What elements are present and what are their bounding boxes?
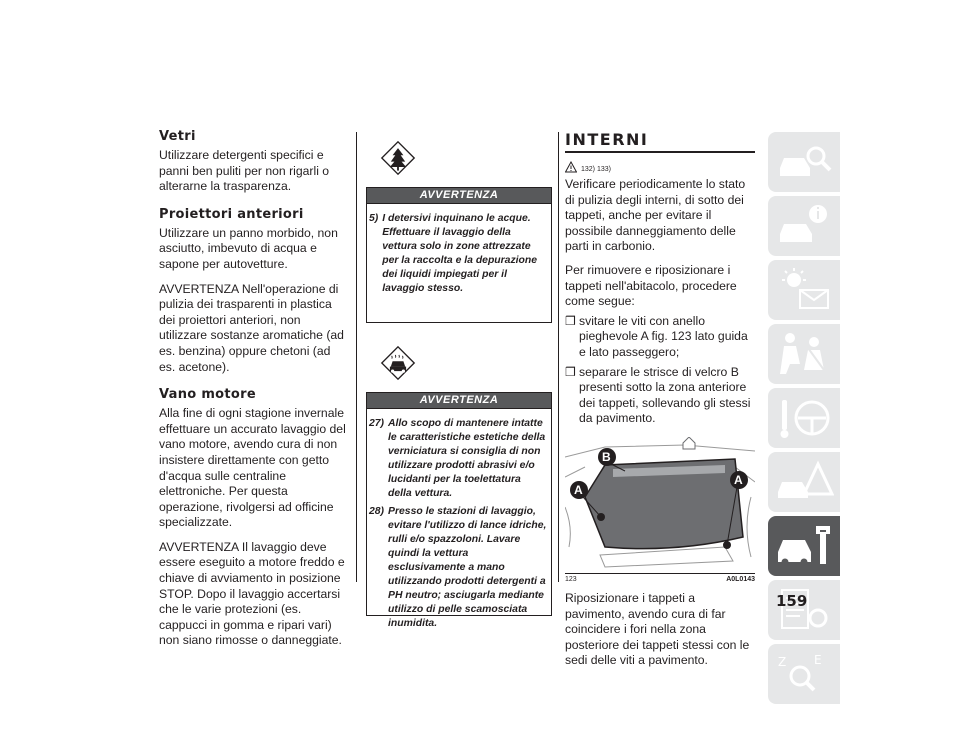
alphabet-index-icon — [774, 650, 834, 698]
note-number: 5) — [369, 213, 379, 224]
svg-text:Z: Z — [778, 655, 787, 669]
warning-box-2 — [366, 409, 552, 629]
tab-car-info[interactable] — [768, 196, 840, 256]
right-column — [565, 130, 755, 669]
proiettori-text-2: AVVERTENZA Nell'operazione di pulizia dei trasparenti in plastica dei proiettori anteriori, non utilizzare sostanze aromatiche (ad es. benzina) oppure chetoni (ad es. acetone). — [159, 281, 344, 374]
steering-wheel-key-icon — [774, 394, 834, 442]
car-search-icon — [774, 138, 834, 186]
bullet-checkbox-icon: ❒ — [565, 313, 576, 328]
interni-paragraph-2: Per rimuovere e riposizionare i tappeti nell'abitacolo, procedere come segue: — [565, 262, 737, 309]
car-info-icon — [774, 202, 834, 250]
vetri-text: Utilizzare detergenti specifici e panni ben puliti per non rigarli o alterarne la trasparenza. — [159, 148, 330, 194]
svg-text:E: E — [814, 653, 822, 667]
list-item — [565, 314, 755, 361]
tab-index[interactable] — [768, 644, 840, 704]
column-divider-right — [558, 132, 559, 582]
floor-mat-illustration — [565, 437, 755, 573]
warning-block-environment — [366, 140, 552, 323]
warning-header-2: AVVERTENZA — [366, 392, 552, 409]
tab-car-search[interactable] — [768, 132, 840, 192]
proiettori-text-1: Utilizzare un panno morbido, non asciutto, imbevuto di acqua e sapone per autovetture. — [159, 225, 338, 271]
environment-tree-icon — [380, 140, 416, 176]
note-text: Allo scopo di mantenere intatte le caratteristiche estetiche della verniciatura si consiglia di non utilizzare prodotti abrasivi e/o lucidanti per la toelettatura della vettura. — [388, 418, 546, 499]
interni-paragraph-3: Riposizionare i tappeti a pavimento, avendo cura di far coincidere i fori nella zona posteriore dei tappeti stessi con le sedi delle viti a pavimento. — [565, 590, 750, 668]
vano-motore-text-1: Alla fine di ogni stagione invernale effettuare un accurato lavaggio del vano motore, avendo cura di non insistere direttamente con getto d'acqua sulle centraline elettroniche. Per questa operazione, rivolgersi ad officine specializzate. — [159, 406, 346, 530]
note-number: 27) — [369, 418, 385, 429]
car-emergency-triangle-icon — [774, 458, 834, 506]
list-item — [565, 365, 755, 427]
page-number: 159 — [776, 592, 808, 610]
tab-maintenance[interactable] — [768, 516, 840, 576]
label-a-right: A — [734, 472, 743, 487]
left-column — [159, 129, 349, 649]
note-text: I detersivi inquinano le acque. Effettuare il lavaggio della vettura solo in zone attrezzate per la raccolta e la depurazione dei liquidi impiegati per il lavaggio stesso. — [382, 213, 538, 294]
warning-note — [369, 505, 547, 631]
warning-box-1 — [366, 204, 552, 323]
tab-technical-data[interactable] — [768, 580, 840, 640]
car-wrench-icon — [774, 522, 834, 570]
interni-paragraph-1: Verificare periodicamente lo stato di pulizia degli interni, di sotto dei tappeti, anche per evitare il possibile danneggiamento delle parti in carbonio. — [565, 177, 746, 254]
floor-mat-figure — [565, 437, 755, 574]
car-wash-icon — [380, 345, 416, 381]
warning-note — [369, 212, 547, 296]
warning-references — [565, 161, 755, 173]
tab-warning-lights[interactable] — [768, 260, 840, 320]
warning-block-car-wash — [366, 345, 552, 629]
label-a-left: A — [574, 482, 583, 497]
warning-note — [369, 417, 547, 501]
warning-header-1: AVVERTENZA — [366, 187, 552, 204]
list-item-text: svitare le viti con anello pieghevole A fig. 123 lato guida e lato passeggero; — [579, 313, 748, 359]
middle-column — [366, 140, 552, 629]
label-b: B — [602, 449, 611, 464]
figure-caption — [565, 576, 755, 583]
vano-motore-text-2: AVVERTENZA Il lavaggio deve essere eseguito a motore freddo e chiave di avviamento in posizione STOP. Dopo il lavaggio accertarsi che le varie protezioni (es. cappucci in gomma e ripari vari) non siano rimosse o danneggiate. — [159, 539, 345, 648]
tab-starting-driving[interactable] — [768, 388, 840, 448]
reference-numbers: 132) 133) — [581, 166, 611, 173]
vano-motore-heading: Vano motore — [159, 387, 256, 403]
column-divider-left — [356, 132, 357, 582]
figure-code: A0L0143 — [726, 575, 755, 583]
tab-safety[interactable] — [768, 324, 840, 384]
figure-number: 123 — [565, 575, 577, 583]
note-number: 28) — [369, 506, 385, 517]
proiettori-heading: Proiettori anteriori — [159, 206, 304, 222]
warning-triangle-icon — [565, 161, 577, 173]
vetri-heading: Vetri — [159, 129, 196, 144]
seat-belt-airbag-icon — [774, 330, 834, 378]
warning-light-mail-icon — [774, 266, 834, 314]
note-text: Presso le stazioni di lavaggio, evitare l'utilizzo di lance idriche, rulli e/o spazzoloni. Lavare quindi la vettura esclusivamente a mano utilizzando prodotti detergenti a PH neutro; asciugarla mediante utilizzo di pelle scamosciata inumidita. — [388, 506, 547, 629]
list-item-text: separare le strisce di velcro B presenti sotto la zona anteriore dei tappeti, sollevando gli stessi da pavimento. — [579, 364, 751, 426]
tab-emergency[interactable] — [768, 452, 840, 512]
interni-heading: INTERNI — [565, 130, 755, 153]
bullet-checkbox-icon: ❒ — [565, 364, 576, 379]
